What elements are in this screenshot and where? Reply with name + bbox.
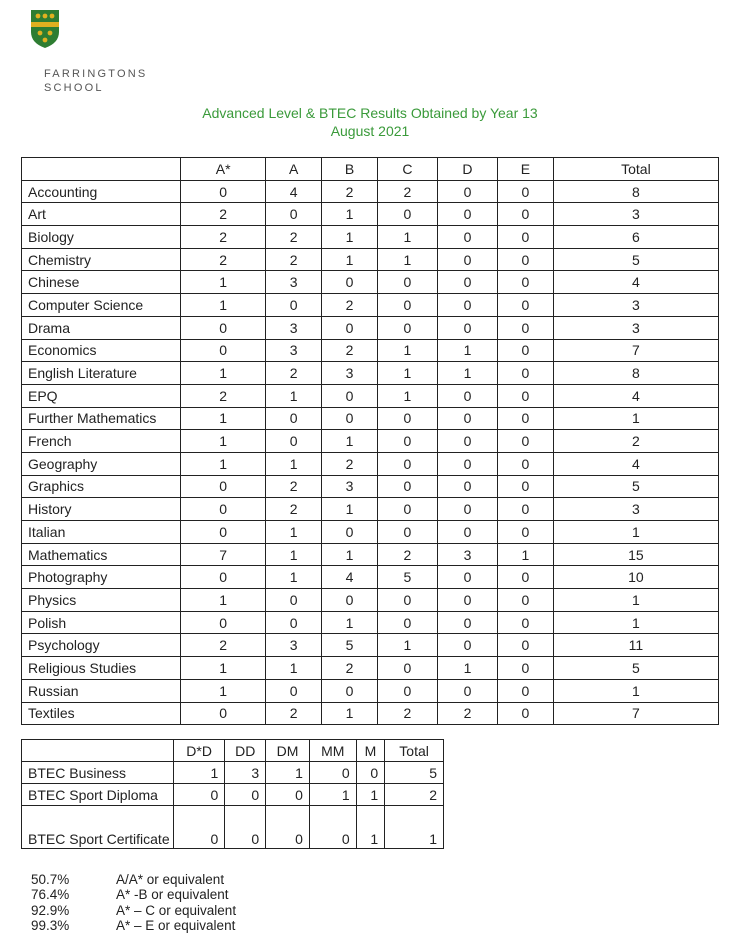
grade-count-cell: 0 <box>266 589 322 612</box>
grade-count-cell: 5 <box>553 657 718 680</box>
grade-count-cell: 0 <box>498 611 554 634</box>
grade-count-cell: 0 <box>437 271 497 294</box>
grade-count-cell: 0 <box>266 407 322 430</box>
subject-cell: Biology <box>22 226 181 249</box>
table-row <box>22 566 719 589</box>
column-header <box>22 158 181 181</box>
grade-count-cell: 0 <box>174 806 225 849</box>
column-header: A* <box>181 158 266 181</box>
grade-count-cell: 0 <box>498 407 554 430</box>
subject-cell: EPQ <box>22 384 181 407</box>
grade-count-cell: 0 <box>377 430 437 453</box>
grade-count-cell: 2 <box>377 543 437 566</box>
grade-count-cell: 0 <box>322 271 378 294</box>
subject-cell: Economics <box>22 339 181 362</box>
table-row <box>22 657 719 680</box>
summary-percent: 76.4% <box>31 887 70 903</box>
table-row <box>22 362 719 385</box>
column-header: B <box>322 158 378 181</box>
grade-count-cell: 1 <box>437 339 497 362</box>
grade-count-cell: 0 <box>437 316 497 339</box>
grade-count-cell: 1 <box>181 430 266 453</box>
grade-count-cell: 1 <box>377 384 437 407</box>
grade-count-cell: 1 <box>553 521 718 544</box>
grade-count-cell: 0 <box>377 679 437 702</box>
grade-count-cell: 2 <box>181 226 266 249</box>
grade-count-cell: 1 <box>553 679 718 702</box>
table-row <box>22 226 719 249</box>
grade-count-cell: 0 <box>377 294 437 317</box>
grade-count-cell: 0 <box>377 452 437 475</box>
grade-count-cell: 0 <box>181 475 266 498</box>
grade-count-cell: 0 <box>498 339 554 362</box>
grade-count-cell: 1 <box>266 657 322 680</box>
subject-cell: History <box>22 498 181 521</box>
grade-count-cell: 0 <box>225 784 266 806</box>
grade-count-cell: 2 <box>437 702 497 725</box>
summary-percent: 99.3% <box>31 917 70 933</box>
grade-count-cell: 1 <box>322 498 378 521</box>
table-row <box>22 407 719 430</box>
grade-count-cell: 0 <box>181 316 266 339</box>
grade-count-cell: 1 <box>437 362 497 385</box>
grade-count-cell: 1 <box>322 611 378 634</box>
grade-count-cell: 0 <box>377 407 437 430</box>
grade-count-cell: 2 <box>377 702 437 725</box>
grade-count-cell: 0 <box>377 203 437 226</box>
school-crest-icon <box>31 10 59 48</box>
subject-cell: Drama <box>22 316 181 339</box>
subject-cell: Italian <box>22 521 181 544</box>
grade-count-cell: 0 <box>181 702 266 725</box>
grade-count-cell: 0 <box>437 226 497 249</box>
grade-count-cell: 10 <box>553 566 718 589</box>
grade-count-cell: 0 <box>377 475 437 498</box>
grade-count-cell: 1 <box>181 589 266 612</box>
grade-count-cell: 0 <box>309 806 356 849</box>
grade-count-cell: 7 <box>181 543 266 566</box>
summary-row <box>31 887 236 902</box>
grade-count-cell: 2 <box>266 248 322 271</box>
grade-count-cell: 0 <box>498 362 554 385</box>
table-row <box>22 634 719 657</box>
grade-count-cell: 3 <box>553 498 718 521</box>
subject-cell: Physics <box>22 589 181 612</box>
grade-count-cell: 0 <box>498 294 554 317</box>
column-header: MM <box>309 740 356 762</box>
grade-count-cell: 0 <box>498 248 554 271</box>
grade-count-cell: 6 <box>553 226 718 249</box>
grade-count-cell: 2 <box>322 180 378 203</box>
column-header: A <box>266 158 322 181</box>
grade-count-cell: 0 <box>437 611 497 634</box>
grade-count-cell: 4 <box>553 452 718 475</box>
grade-count-cell: 7 <box>553 702 718 725</box>
grade-count-cell: 1 <box>377 226 437 249</box>
table-header-row <box>22 158 719 181</box>
grade-count-cell: 1 <box>377 634 437 657</box>
grade-count-cell: 15 <box>553 543 718 566</box>
grade-count-cell: 4 <box>322 566 378 589</box>
page-subtitle: August 2021 <box>330 123 410 139</box>
grade-count-cell: 5 <box>322 634 378 657</box>
table-row <box>22 521 719 544</box>
grade-count-cell: 0 <box>437 384 497 407</box>
grade-count-cell: 1 <box>266 566 322 589</box>
grade-count-cell: 1 <box>266 762 310 784</box>
column-header <box>22 740 174 762</box>
table-row <box>22 203 719 226</box>
grade-count-cell: 1 <box>322 203 378 226</box>
grade-count-cell: 1 <box>181 452 266 475</box>
grade-count-cell: 3 <box>322 362 378 385</box>
grade-count-cell: 1 <box>322 543 378 566</box>
grade-count-cell: 0 <box>377 657 437 680</box>
column-header: DM <box>266 740 310 762</box>
subject-cell: Textiles <box>22 702 181 725</box>
grade-count-cell: 0 <box>437 248 497 271</box>
grade-count-cell: 0 <box>181 611 266 634</box>
subject-cell: Chemistry <box>22 248 181 271</box>
grade-count-cell: 4 <box>553 384 718 407</box>
table-row <box>22 271 719 294</box>
subject-cell: BTEC Business <box>22 762 174 784</box>
table-row <box>22 430 719 453</box>
table-row <box>22 543 719 566</box>
table-row <box>22 589 719 612</box>
grade-count-cell: 0 <box>322 521 378 544</box>
subject-cell: Mathematics <box>22 543 181 566</box>
subject-cell: French <box>22 430 181 453</box>
grade-count-cell: 1 <box>377 339 437 362</box>
grade-count-cell: 2 <box>322 294 378 317</box>
grade-count-cell: 4 <box>553 271 718 294</box>
grade-count-cell: 0 <box>377 316 437 339</box>
subject-cell: Computer Science <box>22 294 181 317</box>
summary-row <box>31 872 236 887</box>
summary-label: A* – C or equivalent <box>116 902 237 918</box>
grade-count-cell: 0 <box>181 521 266 544</box>
grade-count-cell: 0 <box>437 475 497 498</box>
table-row <box>22 180 719 203</box>
grade-count-cell: 0 <box>377 589 437 612</box>
grade-count-cell: 1 <box>266 452 322 475</box>
grade-count-cell: 0 <box>498 702 554 725</box>
page-title: Advanced Level & BTEC Results Obtained by Year 13 <box>202 105 538 121</box>
subject-cell: Further Mathematics <box>22 407 181 430</box>
table-row <box>22 316 719 339</box>
grade-count-cell: 0 <box>437 203 497 226</box>
grade-count-cell: 1 <box>498 543 554 566</box>
grade-count-cell: 0 <box>437 589 497 612</box>
grade-count-cell: 2 <box>266 226 322 249</box>
grade-count-cell: 2 <box>553 430 718 453</box>
school-name-line2: SCHOOL <box>44 82 104 94</box>
grade-count-cell: 2 <box>322 339 378 362</box>
grade-count-cell: 0 <box>437 430 497 453</box>
subject-cell: Photography <box>22 566 181 589</box>
grade-count-cell: 0 <box>498 180 554 203</box>
summary-label: A* – E or equivalent <box>116 917 236 933</box>
grade-count-cell: 2 <box>181 203 266 226</box>
summary-label: A/A* or equivalent <box>116 872 225 887</box>
table-row <box>22 784 444 806</box>
table-row <box>22 702 719 725</box>
subject-cell: Geography <box>22 452 181 475</box>
summary-list <box>31 872 236 933</box>
grade-count-cell: 0 <box>377 521 437 544</box>
grade-count-cell: 2 <box>181 384 266 407</box>
school-name-line1: FARRINGTONS <box>44 68 148 80</box>
grade-count-cell: 1 <box>437 657 497 680</box>
grade-count-cell: 0 <box>266 679 322 702</box>
grade-count-cell: 0 <box>498 566 554 589</box>
grade-count-cell: 1 <box>385 806 444 849</box>
grade-count-cell: 1 <box>181 271 266 294</box>
grade-count-cell: 1 <box>181 294 266 317</box>
grade-count-cell: 0 <box>181 180 266 203</box>
subject-cell: Graphics <box>22 475 181 498</box>
grade-count-cell: 2 <box>266 498 322 521</box>
grade-count-cell: 0 <box>225 806 266 849</box>
grade-count-cell: 0 <box>498 657 554 680</box>
table-row <box>22 384 719 407</box>
column-header: D*D <box>174 740 225 762</box>
grade-count-cell: 0 <box>437 180 497 203</box>
btec-results-table <box>21 739 444 849</box>
grade-count-cell: 4 <box>266 180 322 203</box>
grade-count-cell: 0 <box>498 316 554 339</box>
summary-row <box>31 918 236 933</box>
subject-cell: Polish <box>22 611 181 634</box>
column-header: C <box>377 158 437 181</box>
grade-count-cell: 0 <box>377 271 437 294</box>
grade-count-cell: 0 <box>322 316 378 339</box>
grade-count-cell: 0 <box>181 498 266 521</box>
grade-count-cell: 0 <box>498 498 554 521</box>
grade-count-cell: 3 <box>553 203 718 226</box>
grade-count-cell: 1 <box>181 657 266 680</box>
grade-count-cell: 1 <box>266 543 322 566</box>
grade-count-cell: 11 <box>553 634 718 657</box>
alevel-results-table <box>21 157 719 725</box>
grade-count-cell: 0 <box>498 521 554 544</box>
grade-count-cell: 3 <box>322 475 378 498</box>
grade-count-cell: 0 <box>498 384 554 407</box>
summary-row <box>31 903 236 918</box>
grade-count-cell: 0 <box>498 679 554 702</box>
grade-count-cell: 1 <box>553 407 718 430</box>
subject-cell: Accounting <box>22 180 181 203</box>
grade-count-cell: 8 <box>553 180 718 203</box>
grade-count-cell: 1 <box>553 611 718 634</box>
column-header: Total <box>385 740 444 762</box>
grade-count-cell: 0 <box>322 407 378 430</box>
grade-count-cell: 5 <box>385 762 444 784</box>
grade-count-cell: 0 <box>377 611 437 634</box>
grade-count-cell: 1 <box>553 589 718 612</box>
grade-count-cell: 0 <box>437 452 497 475</box>
table-row <box>22 679 719 702</box>
subject-cell: BTEC Sport Diploma <box>22 784 174 806</box>
grade-count-cell: 8 <box>553 362 718 385</box>
subject-cell: Chinese <box>22 271 181 294</box>
grade-count-cell: 1 <box>356 784 384 806</box>
grade-count-cell: 0 <box>498 226 554 249</box>
subject-cell: English Literature <box>22 362 181 385</box>
column-header: E <box>498 158 554 181</box>
grade-count-cell: 2 <box>385 784 444 806</box>
grade-count-cell: 2 <box>322 657 378 680</box>
subject-cell: Art <box>22 203 181 226</box>
grade-count-cell: 2 <box>266 702 322 725</box>
grade-count-cell: 0 <box>437 294 497 317</box>
grade-count-cell: 0 <box>266 784 310 806</box>
grade-count-cell: 3 <box>266 634 322 657</box>
table-row <box>22 248 719 271</box>
subject-cell: Russian <box>22 679 181 702</box>
grade-count-cell: 2 <box>377 180 437 203</box>
grade-count-cell: 1 <box>309 784 356 806</box>
summary-percent: 50.7% <box>31 872 70 887</box>
subject-cell: Religious Studies <box>22 657 181 680</box>
grade-count-cell: 1 <box>322 248 378 271</box>
column-header: M <box>356 740 384 762</box>
table-row <box>22 294 719 317</box>
grade-count-cell: 0 <box>181 566 266 589</box>
grade-count-cell: 0 <box>498 452 554 475</box>
grade-count-cell: 1 <box>377 248 437 271</box>
grade-count-cell: 1 <box>322 702 378 725</box>
table-row <box>22 452 719 475</box>
grade-count-cell: 2 <box>181 634 266 657</box>
grade-count-cell: 0 <box>498 203 554 226</box>
table-row <box>22 339 719 362</box>
summary-percent: 92.9% <box>31 902 70 918</box>
grade-count-cell: 2 <box>322 452 378 475</box>
grade-count-cell: 0 <box>181 339 266 362</box>
grade-count-cell: 3 <box>266 339 322 362</box>
grade-count-cell: 1 <box>174 762 225 784</box>
grade-count-cell: 0 <box>322 589 378 612</box>
grade-count-cell: 3 <box>437 543 497 566</box>
grade-count-cell: 0 <box>266 294 322 317</box>
table-row <box>22 762 444 784</box>
table-row <box>22 806 444 849</box>
column-header: Total <box>553 158 718 181</box>
grade-count-cell: 0 <box>322 679 378 702</box>
grade-count-cell: 0 <box>498 589 554 612</box>
grade-count-cell: 3 <box>266 316 322 339</box>
grade-count-cell: 1 <box>181 679 266 702</box>
grade-count-cell: 2 <box>181 248 266 271</box>
column-header: D <box>437 158 497 181</box>
grade-count-cell: 0 <box>498 430 554 453</box>
grade-count-cell: 0 <box>437 498 497 521</box>
grade-count-cell: 5 <box>553 248 718 271</box>
table-header-row <box>22 740 444 762</box>
grade-count-cell: 0 <box>437 679 497 702</box>
grade-count-cell: 7 <box>553 339 718 362</box>
grade-count-cell: 2 <box>266 475 322 498</box>
grade-count-cell: 0 <box>266 203 322 226</box>
grade-count-cell: 0 <box>437 566 497 589</box>
column-header: DD <box>225 740 266 762</box>
grade-count-cell: 3 <box>266 271 322 294</box>
table-row <box>22 475 719 498</box>
grade-count-cell: 0 <box>377 498 437 521</box>
grade-count-cell: 1 <box>181 407 266 430</box>
grade-count-cell: 2 <box>266 362 322 385</box>
grade-count-cell: 3 <box>553 316 718 339</box>
grade-count-cell: 1 <box>322 226 378 249</box>
grade-count-cell: 1 <box>356 806 384 849</box>
subject-cell: BTEC Sport Certificate <box>22 806 174 849</box>
grade-count-cell: 0 <box>309 762 356 784</box>
grade-count-cell: 1 <box>181 362 266 385</box>
grade-count-cell: 0 <box>498 475 554 498</box>
grade-count-cell: 3 <box>225 762 266 784</box>
table-row <box>22 611 719 634</box>
grade-count-cell: 0 <box>356 762 384 784</box>
table-row <box>22 498 719 521</box>
grade-count-cell: 1 <box>377 362 437 385</box>
grade-count-cell: 5 <box>377 566 437 589</box>
grade-count-cell: 0 <box>498 271 554 294</box>
grade-count-cell: 0 <box>498 634 554 657</box>
grade-count-cell: 1 <box>322 430 378 453</box>
subject-cell: Psychology <box>22 634 181 657</box>
grade-count-cell: 0 <box>437 634 497 657</box>
school-name <box>44 67 147 95</box>
grade-count-cell: 5 <box>553 475 718 498</box>
summary-label: A* -B or equivalent <box>116 887 229 903</box>
grade-count-cell: 3 <box>553 294 718 317</box>
grade-count-cell: 0 <box>174 784 225 806</box>
grade-count-cell: 0 <box>322 384 378 407</box>
grade-count-cell: 1 <box>266 521 322 544</box>
grade-count-cell: 0 <box>266 806 310 849</box>
grade-count-cell: 0 <box>437 521 497 544</box>
grade-count-cell: 0 <box>437 407 497 430</box>
grade-count-cell: 0 <box>266 611 322 634</box>
grade-count-cell: 0 <box>266 430 322 453</box>
grade-count-cell: 1 <box>266 384 322 407</box>
